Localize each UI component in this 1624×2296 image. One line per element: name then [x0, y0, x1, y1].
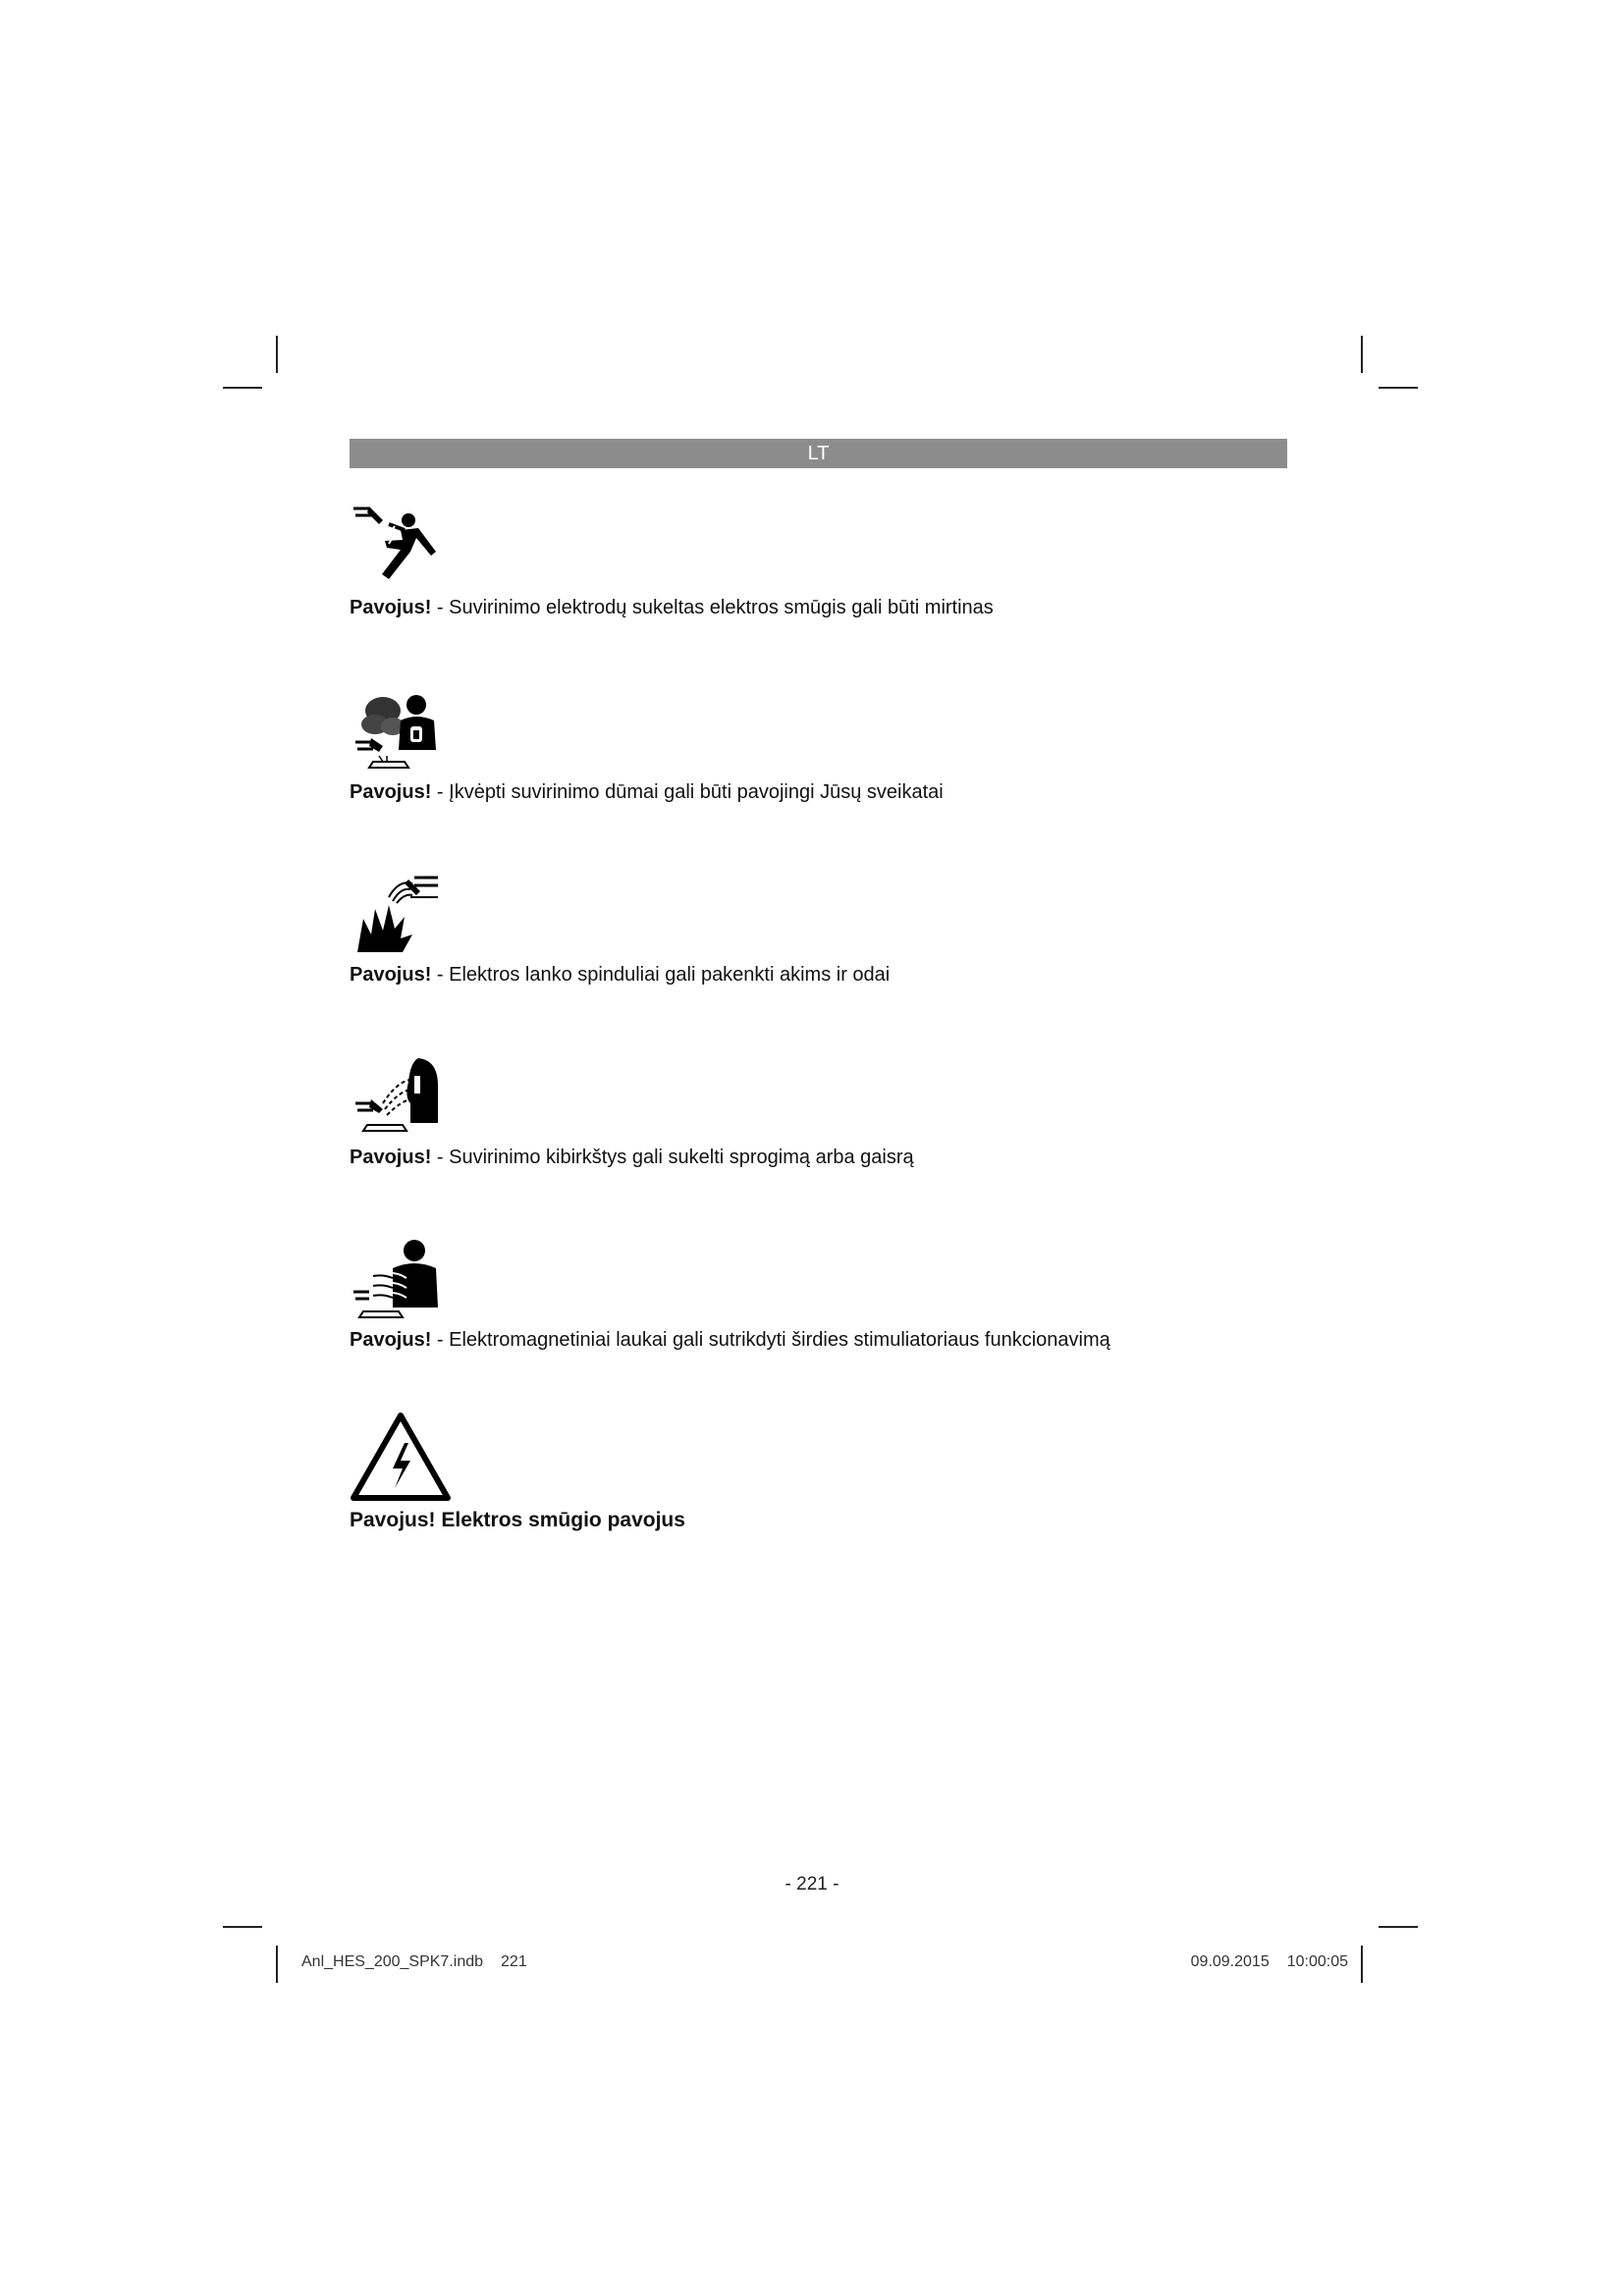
welding-fumes-icon — [350, 687, 444, 775]
warning-item — [350, 503, 1292, 620]
warning-text — [350, 595, 1292, 620]
print-date: 09.09.2015 — [1190, 1953, 1270, 1970]
warning-text — [350, 1145, 1292, 1170]
language-header-bar — [350, 439, 1287, 468]
warning-lead: Pavojus! — [350, 781, 432, 803]
crop-mark — [1379, 1926, 1418, 1928]
warning-text — [350, 962, 1292, 988]
crop-mark — [223, 387, 262, 389]
print-slug-timestamp — [1191, 1953, 1348, 1971]
print-time: 10:00:05 — [1286, 1953, 1348, 1970]
warning-lead: Pavojus! — [350, 1147, 432, 1168]
electrode-shock-icon — [350, 503, 444, 591]
warning-text: Pavojus! Elektros smūgio pavojus — [350, 1509, 685, 1531]
warning-item — [350, 687, 1292, 805]
crop-mark — [1361, 336, 1363, 373]
crop-mark — [223, 1926, 262, 1928]
file-page: 221 — [501, 1953, 527, 1970]
warning-description: - Įkvėpti suvirinimo dūmai gali būti pavojingi Jūsų sveikatai — [431, 781, 944, 803]
warning-item — [350, 1052, 1292, 1170]
page-number: - 221 - — [785, 1874, 839, 1895]
high-voltage-triangle-icon — [350, 1410, 452, 1504]
crop-mark — [1361, 1946, 1363, 1983]
crop-mark — [276, 336, 278, 373]
warning-text — [350, 1327, 1292, 1353]
warning-lead: Pavojus! — [350, 964, 432, 986]
arc-radiation-icon — [350, 1052, 444, 1141]
warning-item — [350, 1235, 1292, 1353]
crop-mark — [276, 1946, 278, 1983]
language-code: LT — [807, 443, 830, 464]
print-slug-file — [301, 1953, 527, 1971]
warning-lead: Pavojus! — [350, 1329, 432, 1351]
warning-item — [350, 870, 1292, 988]
warning-description: - Suvirinimo kibirkštys gali sukelti sprogimą arba gaisrą — [431, 1147, 914, 1168]
electromagnetic-field-icon — [350, 1235, 444, 1323]
warning-text — [350, 779, 1292, 805]
warning-item — [350, 1410, 1292, 1533]
fire-explosion-icon — [350, 870, 444, 958]
warning-description: - Elektros lanko spinduliai gali pakenkti akims ir odai — [431, 964, 891, 986]
crop-mark — [1379, 387, 1418, 389]
warning-lead: Pavojus! — [350, 597, 432, 618]
warning-description: - Suvirinimo elektrodų sukeltas elektros smūgis gali būti mirtinas — [431, 597, 994, 618]
file-name: Anl_HES_200_SPK7.indb — [301, 1953, 484, 1970]
warning-description: - Elektromagnetiniai laukai gali sutrikdyti širdies stimuliatoriaus funkcionavimą — [431, 1329, 1110, 1351]
